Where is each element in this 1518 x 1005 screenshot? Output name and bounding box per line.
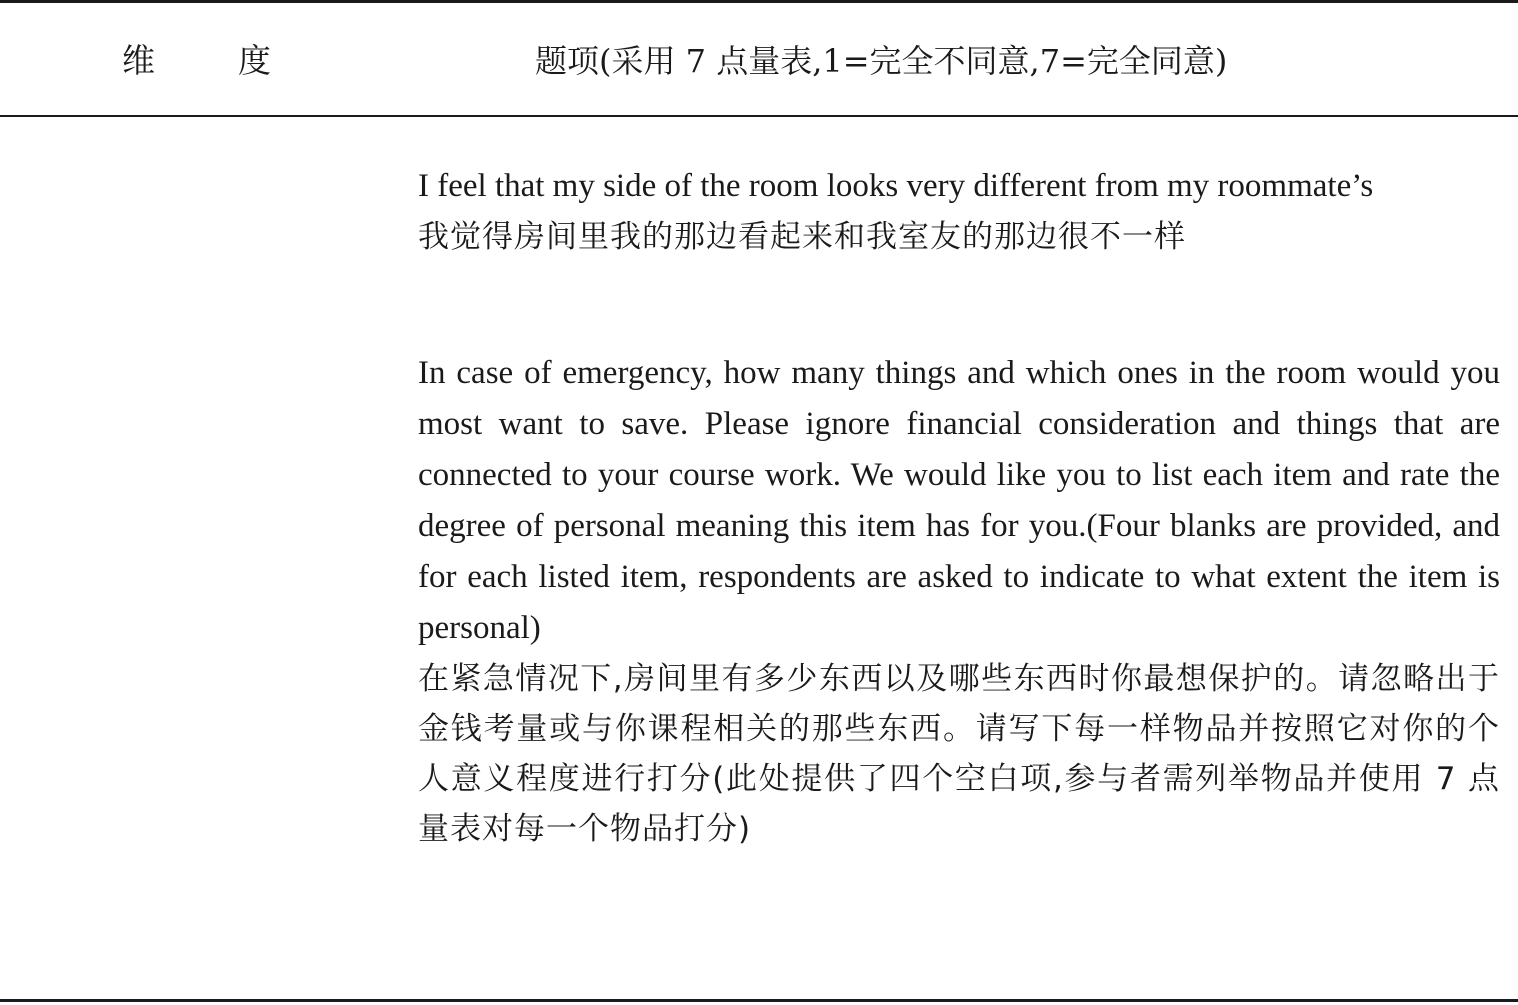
table-row: [418, 161, 1500, 262]
dimension-header-char-1: 维: [122, 41, 155, 80]
dimension-header-char-2: 度: [238, 41, 271, 80]
table-header-rule: [0, 115, 1518, 117]
item-english-text: I feel that my side of the room looks very different from my roommate’s: [418, 168, 1374, 204]
items-column-header: 题项(采用 7 点量表,1=完全不同意,7=完全同意): [535, 42, 1228, 80]
table-top-rule: [0, 0, 1518, 3]
item-chinese-text: 在紧急情况下,房间里有多少东西以及哪些东西时你最想保护的。请忽略出于金钱考量或与你课程相关的那些东西。请写下每一样物品并按照它对你的个人意义程度进行打分(此处提供了四个空白项,参与者需列举物品并使用 7 点量表对每一个物品打分): [418, 661, 1500, 847]
item-chinese-text: 我觉得房间里我的那边看起来和我室友的那边很不一样: [418, 219, 1186, 255]
table-bottom-rule: [0, 999, 1518, 1002]
table-row: [418, 348, 1500, 854]
item-english-text: In case of emergency, how many things and which ones in the room would you most want to save. Please ignore financial consideration and things that are connected to your course work. We would like you to list each item and rate the degree of personal meaning this item has for you.(Four blanks are provided, and for each listed item, respondents are asked to indicate to what extent the item is personal): [418, 355, 1500, 646]
